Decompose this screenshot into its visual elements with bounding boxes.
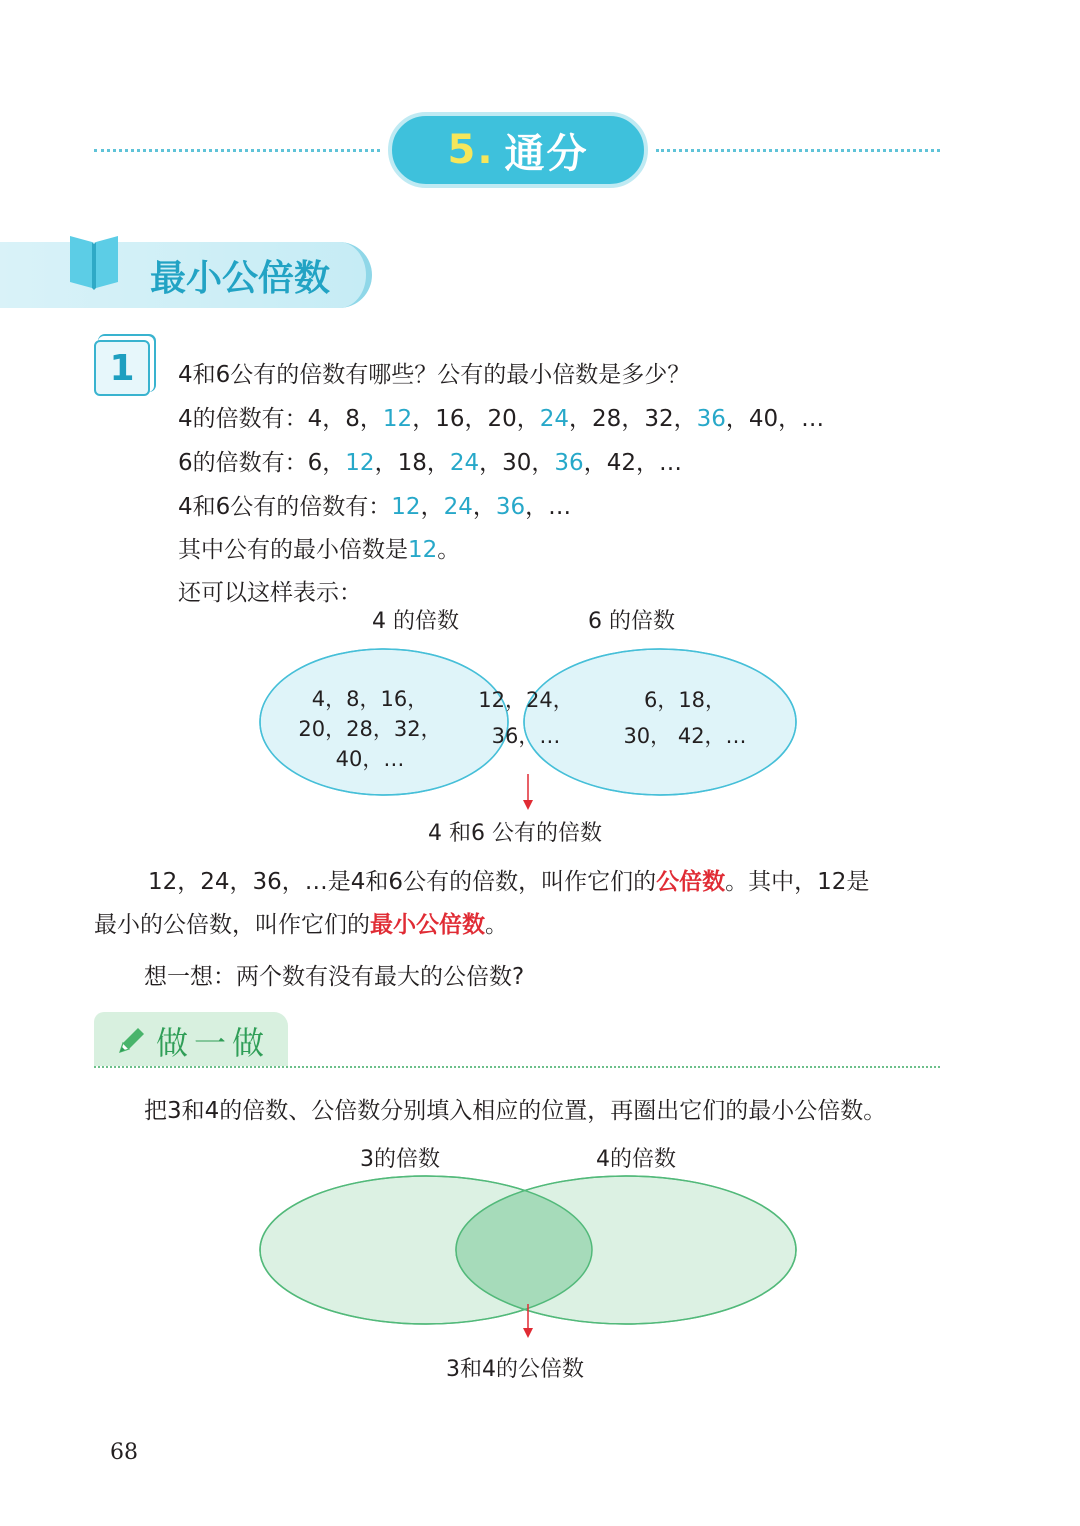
multiple-value-common: 36 <box>554 450 584 476</box>
term-least-common-multiple: 最小公倍数 <box>370 912 485 938</box>
multiple-value-common: 24 <box>539 406 570 432</box>
multiple-value-common: 12 <box>382 406 413 432</box>
multiple-value: 20 <box>487 406 517 432</box>
page-number: 68 <box>110 1440 138 1465</box>
multiple-value-common: 36 <box>495 494 526 520</box>
multiple-value-common: 24 <box>443 494 473 520</box>
venn1-left-line: 20，28，32， <box>298 717 442 741</box>
venn1-middle-line: 12，24， <box>478 688 574 712</box>
multiple-value: 42 <box>606 450 636 476</box>
multiples-of-6-line: 6的倍数有：6，12，18，24，30，36，42，… <box>178 450 682 476</box>
multiple-value-common: 36 <box>696 406 726 432</box>
think-question: 想一想：两个数有没有最大的公倍数? <box>144 964 525 990</box>
multiples-of-4-line: 4的倍数有：4，8，12，16，20，24，28，32，36，40，… <box>178 406 825 432</box>
venn1-middle-line: 36，… <box>491 724 561 748</box>
multiple-value-common: 12 <box>345 450 375 476</box>
multiple-value: 30 <box>502 450 532 476</box>
venn1-bottom-label: 4 和6 公有的倍数 <box>428 821 602 846</box>
practice-instruction: 把3和4的倍数、公倍数分别填入相应的位置，再圈出它们的最小公倍数。 <box>144 1098 887 1124</box>
definition-text: 。 <box>485 912 508 938</box>
venn1-right-line: 6，18， <box>643 688 727 712</box>
venn2-bottom-label: 3和4的公倍数 <box>446 1357 584 1382</box>
multiple-value: 18 <box>397 450 427 476</box>
definition-text: 12，24，36，…是4和6公有的倍数，叫作它们的 <box>148 869 657 895</box>
definition-text: 最小的公倍数，叫作它们的 <box>94 912 370 938</box>
multiple-value: 8 <box>345 406 360 432</box>
common-multiples-line: 4和6公有的倍数有：12，24，36，… <box>178 494 572 520</box>
chapter-title-text: 通分 <box>504 130 589 177</box>
venn1-left-line: 40，… <box>335 747 405 771</box>
ellipsis: … <box>658 450 682 476</box>
also-show-line: 还可以这样表示： <box>178 580 362 606</box>
chapter-number: 5. <box>447 127 495 173</box>
multiple-value: 40 <box>748 406 779 432</box>
term-common-multiple: 公倍数 <box>656 869 726 895</box>
multiple-value: 6 <box>307 450 323 476</box>
venn1-middle-region <box>466 682 586 754</box>
venn1-right-region <box>610 682 760 754</box>
practice-title: 做一做 <box>156 1024 271 1062</box>
section-title: 最小公倍数 <box>150 258 331 299</box>
least-common-line <box>178 531 460 564</box>
definition-text: 。其中，12是 <box>725 869 870 895</box>
venn-diagram-3-4 <box>250 1170 810 1350</box>
venn1-label-left: 4 的倍数 <box>372 609 459 634</box>
venn1-right-line: 30， 42，… <box>623 724 747 748</box>
least-common-prefix: 其中公有的最小倍数是 <box>178 537 408 563</box>
multiple-value: 28 <box>592 406 622 432</box>
venn2-label-right: 4的倍数 <box>596 1147 676 1172</box>
venn1-left-region <box>290 684 450 774</box>
multiple-value-common: 12 <box>391 494 421 520</box>
multiple-value-common: 24 <box>449 450 480 476</box>
multiples-of-6-prefix: 6的倍数有： <box>178 450 308 476</box>
least-common-suffix: 。 <box>437 537 461 563</box>
multiple-value: 4 <box>307 406 323 432</box>
example-number-badge: 1 <box>94 340 150 396</box>
pencil-icon <box>114 1024 148 1058</box>
multiple-value: 32 <box>644 406 674 432</box>
ellipsis: … <box>801 406 825 432</box>
least-common-value: 12 <box>408 537 438 563</box>
venn2-arrow-head <box>523 1328 533 1338</box>
example-question: 4和6公有的倍数有哪些？公有的最小倍数是多少？ <box>178 362 691 388</box>
definition-line-1 <box>148 863 869 896</box>
title-dotted-rule-left <box>94 149 380 152</box>
multiples-of-4-prefix: 4的倍数有： <box>178 406 308 432</box>
common-multiples-prefix: 4和6公有的倍数有： <box>178 494 392 520</box>
venn1-left-line: 4，8，16， <box>311 687 429 711</box>
venn1-label-right: 6 的倍数 <box>588 609 675 634</box>
definition-line-2 <box>94 906 508 939</box>
multiple-value: 16 <box>435 406 465 432</box>
venn1-arrow-head <box>523 800 533 810</box>
ellipsis: … <box>548 494 572 520</box>
book-icon <box>66 232 122 290</box>
chapter-title <box>388 112 648 188</box>
venn2-label-left: 3的倍数 <box>360 1147 440 1172</box>
title-dotted-rule-right <box>656 149 940 152</box>
practice-dotted-rule <box>94 1066 940 1068</box>
